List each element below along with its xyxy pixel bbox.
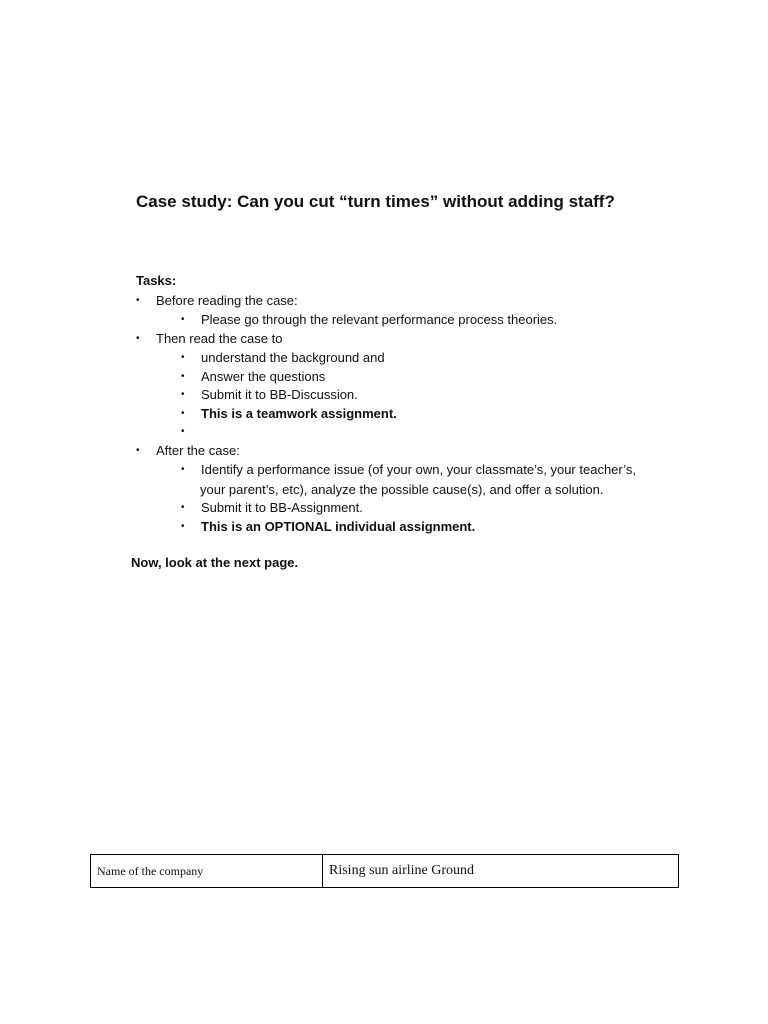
bullet-icon: • — [181, 352, 185, 363]
task-item-teamwork: This is a teamwork assignment. — [201, 406, 397, 421]
bullet-icon: • — [136, 445, 140, 456]
company-label-cell: Name of the company — [91, 855, 323, 888]
task-section-before: Before reading the case: — [156, 293, 298, 308]
page-title: Case study: Can you cut “turn times” without adding staff? — [136, 192, 615, 211]
bullet-icon: • — [181, 314, 185, 325]
bullet-icon: • — [136, 295, 140, 306]
bullet-icon: • — [181, 426, 185, 437]
task-section-after: After the case: — [156, 443, 240, 458]
bullet-icon: • — [136, 333, 140, 344]
task-item-optional: This is an OPTIONAL individual assignment. — [201, 519, 476, 534]
task-item: Submit it to BB-Discussion. — [201, 387, 358, 402]
company-info-table — [90, 854, 679, 888]
table-row — [91, 855, 679, 888]
company-value-cell: Rising sun airline Ground — [323, 855, 679, 888]
task-section-then: Then read the case to — [156, 331, 283, 346]
task-item-continuation: your parent’s, etc), analyze the possible cause(s), and offer a solution. — [200, 482, 604, 497]
task-item: Please go through the relevant performance process theories. — [201, 312, 558, 327]
task-item: Submit it to BB-Assignment. — [201, 500, 363, 515]
bullet-icon: • — [181, 408, 185, 419]
bullet-icon: • — [181, 521, 185, 532]
bullet-icon: • — [181, 389, 185, 400]
bullet-icon: • — [181, 464, 185, 475]
bullet-icon: • — [181, 371, 185, 382]
task-item: Identify a performance issue (of your own, your classmate’s, your teacher’s, — [201, 462, 636, 477]
bullet-icon: • — [181, 502, 185, 513]
tasks-heading: Tasks: — [136, 273, 177, 288]
task-item: understand the background and — [201, 350, 385, 365]
next-page-note: Now, look at the next page. — [131, 555, 299, 570]
task-item: Answer the questions — [201, 369, 326, 384]
